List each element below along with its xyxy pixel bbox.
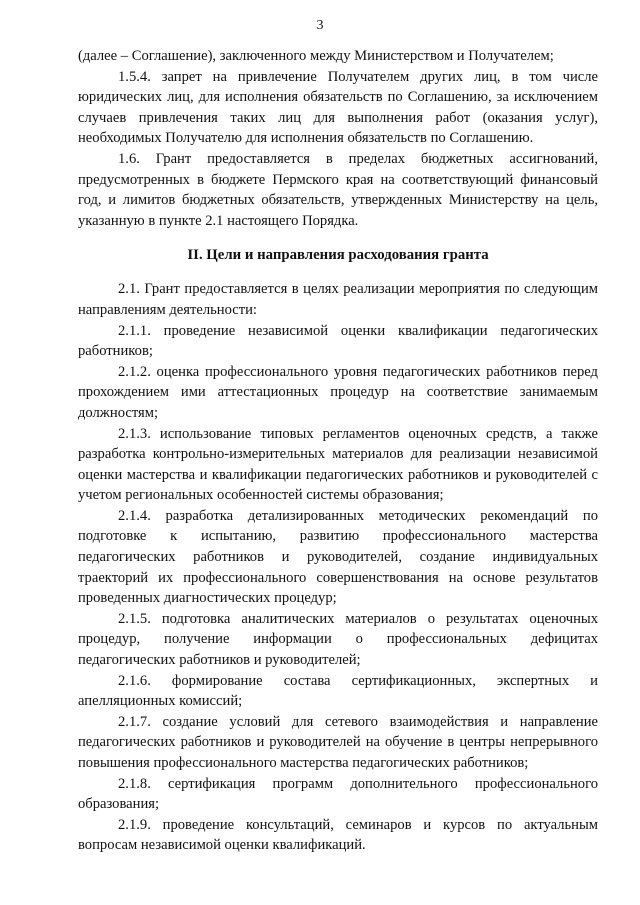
paragraph-2-1-9: 2.1.9. проведение консультаций, семинаров и курсов по актуальным вопросам независимой оценки квалификаций. [78,816,598,854]
paragraph-1-5-4: 1.5.4. запрет на привлечение Получателем других лиц, в том числе юридических лиц, для исполнения обязательств по Соглашению, за исключением случаев привлечения таких лиц для выполнения работ (оказания услуг), необходимых Получателю для исполнения обязательств по Соглашению. [78,68,598,147]
paragraph-continuation: (далее – Соглашение), заключенного между Министерством и Получателем; [78,48,554,64]
paragraph-1-6: 1.6. Грант предоставляется в пределах бюджетных ассигнований, предусмотренных в бюджете Пермского края на соответствующий финансовый год, и лимитов бюджетных обязательств, утвержденных Министерству на цель, указанную в пункте 2.1 настоящего Порядка. [78,150,598,229]
document-body [78,46,598,856]
paragraph-2-1-8: 2.1.8. сертификация программ дополнительного профессионального образования; [78,775,598,813]
paragraph-2-1-7: 2.1.7. создание условий для сетевого взаимодействия и направление педагогических работников и руководителей на обучение в центры непрерывного повышения профессионального мастерства педагогических работников; [78,713,598,771]
page-number: 3 [316,18,324,33]
paragraph-2-1-3: 2.1.3. использование типовых регламентов оценочных средств, а также разработка контрольно-измерительных материалов для реализации независимой оценки мастерства и квалификации педагогических работников и руководителей с учетом региональных особенностей системы образования; [78,425,598,504]
paragraph-2-1-4: 2.1.4. разработка детализированных методических рекомендаций по подготовке к испытанию, развитию профессионального мастерства педагогических работников и руководителей, создание индивидуальных траекторий их профессионального совершенствования на основе результатов проведенных диагностических процедур; [78,507,598,607]
paragraph-2-1-2: 2.1.2. оценка профессионального уровня педагогических работников перед прохождением ими аттестационных процедур на соответствие занимаемым должностям; [78,363,598,421]
paragraph-2-1-6: 2.1.6. формирование состава сертификационных, экспертных и апелляционных комиссий; [78,672,598,710]
paragraph-2-1-5: 2.1.5. подготовка аналитических материалов о результатах оценочных процедур, получение информации о профессиональных дефицитах педагогических работников и руководителей; [78,610,598,669]
paragraph-2-1: 2.1. Грант предоставляется в целях реализации мероприятия по следующим направлениям деятельности: [78,281,598,318]
section-heading: II. Цели и направления расходования гранта [187,247,489,264]
paragraph-2-1-1: 2.1.1. проведение независимой оценки квалификации педагогических работников; [78,322,598,360]
